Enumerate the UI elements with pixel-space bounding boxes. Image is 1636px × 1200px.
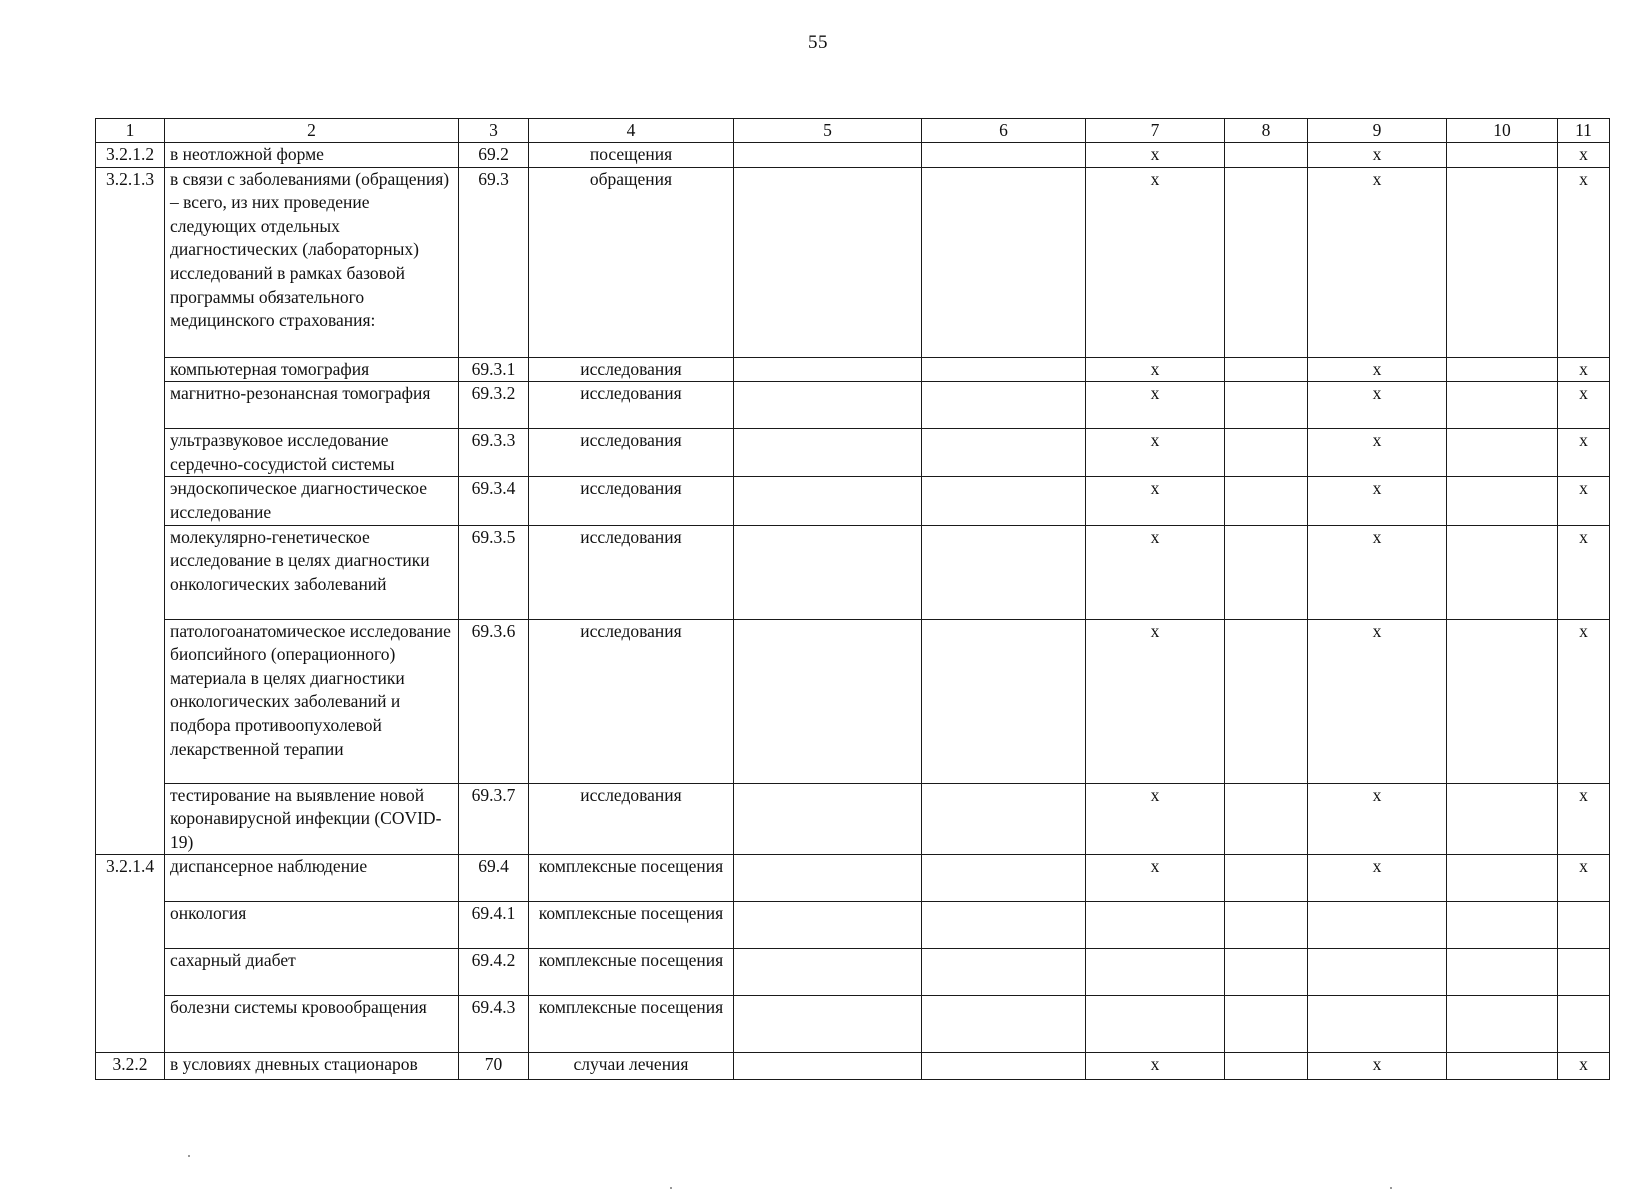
cell-col-5 bbox=[734, 525, 922, 619]
row-unit: исследования bbox=[529, 619, 734, 783]
row-line-number: 69.3.3 bbox=[459, 429, 529, 477]
header-cell-7: 7 bbox=[1086, 119, 1225, 143]
row-name: в связи с заболеваниями (обращения) – всего, из них проведение следующих отдельных диагностических (лабораторных) исследований в рамках базовой программы обязательного медицинского страхования: bbox=[165, 167, 459, 357]
cell-col-9: х bbox=[1308, 167, 1447, 357]
cell-col-7 bbox=[1086, 902, 1225, 949]
cell-col-5 bbox=[734, 429, 922, 477]
header-cell-11: 11 bbox=[1558, 119, 1610, 143]
cell-col-8 bbox=[1225, 783, 1308, 855]
cell-col-6 bbox=[922, 902, 1086, 949]
table-row bbox=[96, 619, 1610, 783]
row-unit: исследования bbox=[529, 525, 734, 619]
scan-speck bbox=[670, 1187, 672, 1189]
cell-col-9 bbox=[1308, 996, 1447, 1053]
cell-col-8 bbox=[1225, 167, 1308, 357]
cell-col-8 bbox=[1225, 1053, 1308, 1080]
cell-col-5 bbox=[734, 855, 922, 902]
row-unit: исследования bbox=[529, 429, 734, 477]
cell-col-9 bbox=[1308, 949, 1447, 996]
cell-col-7: х bbox=[1086, 477, 1225, 525]
table-row bbox=[96, 996, 1610, 1053]
cell-col-8 bbox=[1225, 996, 1308, 1053]
row-code: 3.2.1.4 bbox=[96, 855, 165, 1053]
cell-col-10 bbox=[1447, 525, 1558, 619]
row-code: 3.2.1.3 bbox=[96, 167, 165, 855]
header-cell-5: 5 bbox=[734, 119, 922, 143]
cell-col-7: х bbox=[1086, 855, 1225, 902]
table-row bbox=[96, 949, 1610, 996]
cell-col-11: х bbox=[1558, 855, 1610, 902]
table-row bbox=[96, 429, 1610, 477]
row-name: эндоскопическое диагностическое исследование bbox=[165, 477, 459, 525]
row-name: болезни системы кровообращения bbox=[165, 996, 459, 1053]
row-line-number: 69.3 bbox=[459, 167, 529, 357]
row-name: тестирование на выявление новой коронавирусной инфекции (COVID-19) bbox=[165, 783, 459, 855]
row-unit: исследования bbox=[529, 357, 734, 382]
row-line-number: 69.3.7 bbox=[459, 783, 529, 855]
cell-col-5 bbox=[734, 1053, 922, 1080]
cell-col-7 bbox=[1086, 949, 1225, 996]
cell-col-5 bbox=[734, 477, 922, 525]
cell-col-6 bbox=[922, 949, 1086, 996]
scan-speck bbox=[1390, 1187, 1392, 1189]
header-row bbox=[96, 119, 1610, 143]
cell-col-11: х bbox=[1558, 619, 1610, 783]
cell-col-8 bbox=[1225, 619, 1308, 783]
row-line-number: 69.4.1 bbox=[459, 902, 529, 949]
cell-col-7: х bbox=[1086, 525, 1225, 619]
cell-col-5 bbox=[734, 167, 922, 357]
row-line-number: 69.4 bbox=[459, 855, 529, 902]
cell-col-7 bbox=[1086, 996, 1225, 1053]
cell-col-8 bbox=[1225, 855, 1308, 902]
cell-col-11: х bbox=[1558, 357, 1610, 382]
cell-col-11 bbox=[1558, 996, 1610, 1053]
table-row bbox=[96, 382, 1610, 429]
row-name: в условиях дневных стационаров bbox=[165, 1053, 459, 1080]
cell-col-11: х bbox=[1558, 429, 1610, 477]
cell-col-6 bbox=[922, 357, 1086, 382]
row-name: ультразвуковое исследование сердечно-сосудистой системы bbox=[165, 429, 459, 477]
cell-col-6 bbox=[922, 996, 1086, 1053]
cell-col-9: х bbox=[1308, 1053, 1447, 1080]
cell-col-8 bbox=[1225, 357, 1308, 382]
cell-col-6 bbox=[922, 525, 1086, 619]
cell-col-5 bbox=[734, 996, 922, 1053]
cell-col-11 bbox=[1558, 902, 1610, 949]
table-row bbox=[96, 357, 1610, 382]
cell-col-5 bbox=[734, 619, 922, 783]
cell-col-10 bbox=[1447, 143, 1558, 168]
cell-col-7: х bbox=[1086, 357, 1225, 382]
cell-col-11: х bbox=[1558, 382, 1610, 429]
cell-col-9: х bbox=[1308, 143, 1447, 168]
header-cell-3: 3 bbox=[459, 119, 529, 143]
row-unit: исследования bbox=[529, 477, 734, 525]
cell-col-9: х bbox=[1308, 382, 1447, 429]
cell-col-11: х bbox=[1558, 477, 1610, 525]
cell-col-9: х bbox=[1308, 783, 1447, 855]
table-row bbox=[96, 477, 1610, 525]
data-table bbox=[95, 118, 1610, 1080]
row-name: магнитно-резонансная томография bbox=[165, 382, 459, 429]
row-name: онкология bbox=[165, 902, 459, 949]
table-row bbox=[96, 1053, 1610, 1080]
cell-col-10 bbox=[1447, 477, 1558, 525]
row-line-number: 69.3.5 bbox=[459, 525, 529, 619]
cell-col-9: х bbox=[1308, 619, 1447, 783]
cell-col-11: х bbox=[1558, 1053, 1610, 1080]
row-line-number: 69.2 bbox=[459, 143, 529, 168]
cell-col-5 bbox=[734, 902, 922, 949]
header-cell-10: 10 bbox=[1447, 119, 1558, 143]
row-name: компьютерная томография bbox=[165, 357, 459, 382]
cell-col-8 bbox=[1225, 902, 1308, 949]
cell-col-8 bbox=[1225, 477, 1308, 525]
header-cell-1: 1 bbox=[96, 119, 165, 143]
row-unit: комплексные посещения bbox=[529, 855, 734, 902]
cell-col-6 bbox=[922, 477, 1086, 525]
page-number: 55 bbox=[808, 32, 828, 53]
cell-col-6 bbox=[922, 382, 1086, 429]
cell-col-7: х bbox=[1086, 143, 1225, 168]
cell-col-6 bbox=[922, 1053, 1086, 1080]
header-cell-2: 2 bbox=[165, 119, 459, 143]
header-cell-4: 4 bbox=[529, 119, 734, 143]
cell-col-11: х bbox=[1558, 167, 1610, 357]
header-cell-8: 8 bbox=[1225, 119, 1308, 143]
cell-col-10 bbox=[1447, 949, 1558, 996]
row-name: диспансерное наблюдение bbox=[165, 855, 459, 902]
cell-col-9: х bbox=[1308, 477, 1447, 525]
cell-col-6 bbox=[922, 783, 1086, 855]
cell-col-6 bbox=[922, 167, 1086, 357]
table-row bbox=[96, 783, 1610, 855]
row-unit: посещения bbox=[529, 143, 734, 168]
row-line-number: 69.3.2 bbox=[459, 382, 529, 429]
row-name: патологоанатомическое исследование биопсийного (операционного) материала в целях диагностики онкологических заболеваний и подбора противоопухолевой лекарственной терапии bbox=[165, 619, 459, 783]
cell-col-7: х bbox=[1086, 429, 1225, 477]
row-name: в неотложной форме bbox=[165, 143, 459, 168]
cell-col-7: х bbox=[1086, 167, 1225, 357]
cell-col-5 bbox=[734, 143, 922, 168]
cell-col-10 bbox=[1447, 783, 1558, 855]
cell-col-8 bbox=[1225, 382, 1308, 429]
cell-col-7: х bbox=[1086, 1053, 1225, 1080]
row-line-number: 69.4.2 bbox=[459, 949, 529, 996]
table-row bbox=[96, 855, 1610, 902]
table-body bbox=[96, 119, 1610, 1080]
cell-col-10 bbox=[1447, 902, 1558, 949]
row-line-number: 69.4.3 bbox=[459, 996, 529, 1053]
table-row bbox=[96, 143, 1610, 168]
cell-col-7: х bbox=[1086, 382, 1225, 429]
cell-col-6 bbox=[922, 619, 1086, 783]
row-code: 3.2.2 bbox=[96, 1053, 165, 1080]
cell-col-6 bbox=[922, 855, 1086, 902]
row-line-number: 70 bbox=[459, 1053, 529, 1080]
row-line-number: 69.3.4 bbox=[459, 477, 529, 525]
header-cell-9: 9 bbox=[1308, 119, 1447, 143]
cell-col-8 bbox=[1225, 949, 1308, 996]
cell-col-10 bbox=[1447, 1053, 1558, 1080]
cell-col-8 bbox=[1225, 143, 1308, 168]
cell-col-11: х bbox=[1558, 143, 1610, 168]
row-unit: комплексные посещения bbox=[529, 902, 734, 949]
cell-col-9 bbox=[1308, 902, 1447, 949]
row-unit: обращения bbox=[529, 167, 734, 357]
cell-col-6 bbox=[922, 429, 1086, 477]
header-cell-6: 6 bbox=[922, 119, 1086, 143]
cell-col-5 bbox=[734, 382, 922, 429]
cell-col-11: х bbox=[1558, 525, 1610, 619]
cell-col-8 bbox=[1225, 525, 1308, 619]
row-unit: случаи лечения bbox=[529, 1053, 734, 1080]
scan-speck bbox=[188, 1155, 190, 1157]
cell-col-5 bbox=[734, 949, 922, 996]
row-unit: исследования bbox=[529, 783, 734, 855]
cell-col-10 bbox=[1447, 619, 1558, 783]
row-line-number: 69.3.1 bbox=[459, 357, 529, 382]
cell-col-9: х bbox=[1308, 855, 1447, 902]
cell-col-10 bbox=[1447, 357, 1558, 382]
cell-col-5 bbox=[734, 357, 922, 382]
table-row bbox=[96, 167, 1610, 357]
cell-col-9: х bbox=[1308, 525, 1447, 619]
table-row bbox=[96, 902, 1610, 949]
row-name: сахарный диабет bbox=[165, 949, 459, 996]
cell-col-7: х bbox=[1086, 783, 1225, 855]
cell-col-9: х bbox=[1308, 429, 1447, 477]
row-name: молекулярно-генетическое исследование в целях диагностики онкологических заболеваний bbox=[165, 525, 459, 619]
row-unit: комплексные посещения bbox=[529, 996, 734, 1053]
cell-col-8 bbox=[1225, 429, 1308, 477]
cell-col-9: х bbox=[1308, 357, 1447, 382]
cell-col-7: х bbox=[1086, 619, 1225, 783]
cell-col-11: х bbox=[1558, 783, 1610, 855]
cell-col-10 bbox=[1447, 429, 1558, 477]
row-code: 3.2.1.2 bbox=[96, 143, 165, 168]
cell-col-10 bbox=[1447, 382, 1558, 429]
row-unit: исследования bbox=[529, 382, 734, 429]
row-line-number: 69.3.6 bbox=[459, 619, 529, 783]
cell-col-10 bbox=[1447, 996, 1558, 1053]
table-row bbox=[96, 525, 1610, 619]
cell-col-5 bbox=[734, 783, 922, 855]
cell-col-11 bbox=[1558, 949, 1610, 996]
row-unit: комплексные посещения bbox=[529, 949, 734, 996]
cell-col-10 bbox=[1447, 167, 1558, 357]
cell-col-10 bbox=[1447, 855, 1558, 902]
cell-col-6 bbox=[922, 143, 1086, 168]
